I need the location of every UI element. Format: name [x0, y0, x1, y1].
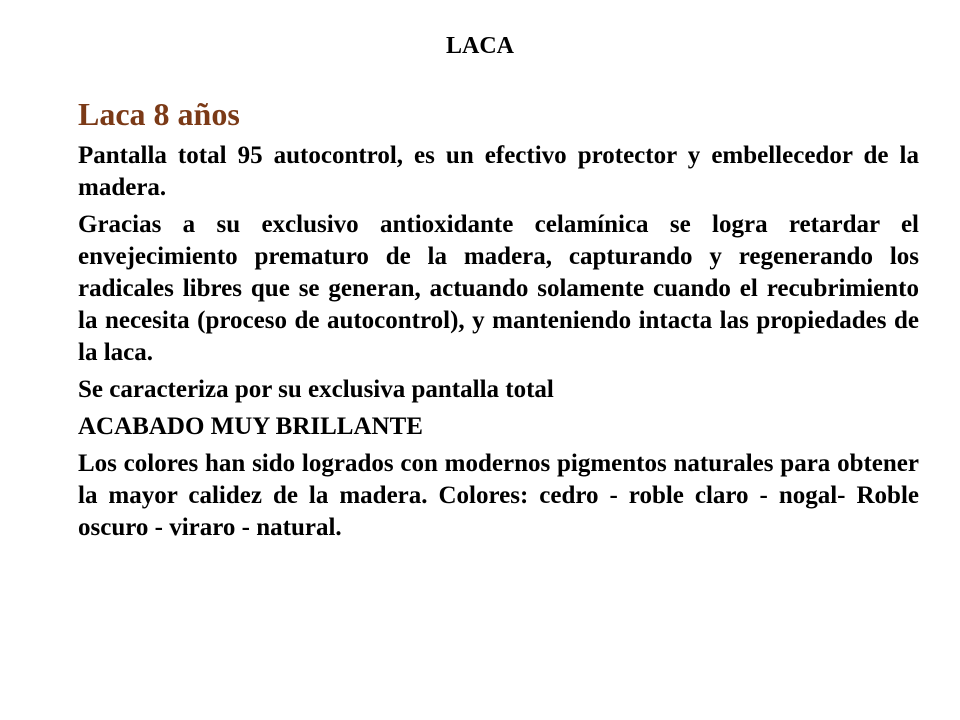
slide-title: LACA: [445, 33, 514, 59]
paragraph-colors: Los colores han sido logrados con modernos pigmentos naturales para obtener la mayor calidez de la madera. Colores: cedro - roble claro - nogal- Roble oscuro - viraro - natural.: [78, 450, 919, 541]
section-heading: Laca 8 años: [78, 96, 240, 132]
paragraph-intro: Pantalla total 95 autocontrol, es un efectivo protector y embellecedor de la madera.: [78, 142, 919, 201]
paragraph-antioxidant: Gracias a su exclusivo antioxidante celamínica se logra retardar el envejecimiento prematuro de la madera, capturando y regenerando los radicales libres que se generan, actuando solamente cuando el recubrimiento la necesita (proceso de autocontrol), y manteniendo intacta las propiedades de la laca.: [78, 211, 919, 366]
paragraph-finish: ACABADO MUY BRILLANTE: [78, 413, 423, 440]
content-body: [78, 94, 919, 549]
paragraph-feature: Se caracteriza por su exclusiva pantalla total: [78, 376, 554, 403]
